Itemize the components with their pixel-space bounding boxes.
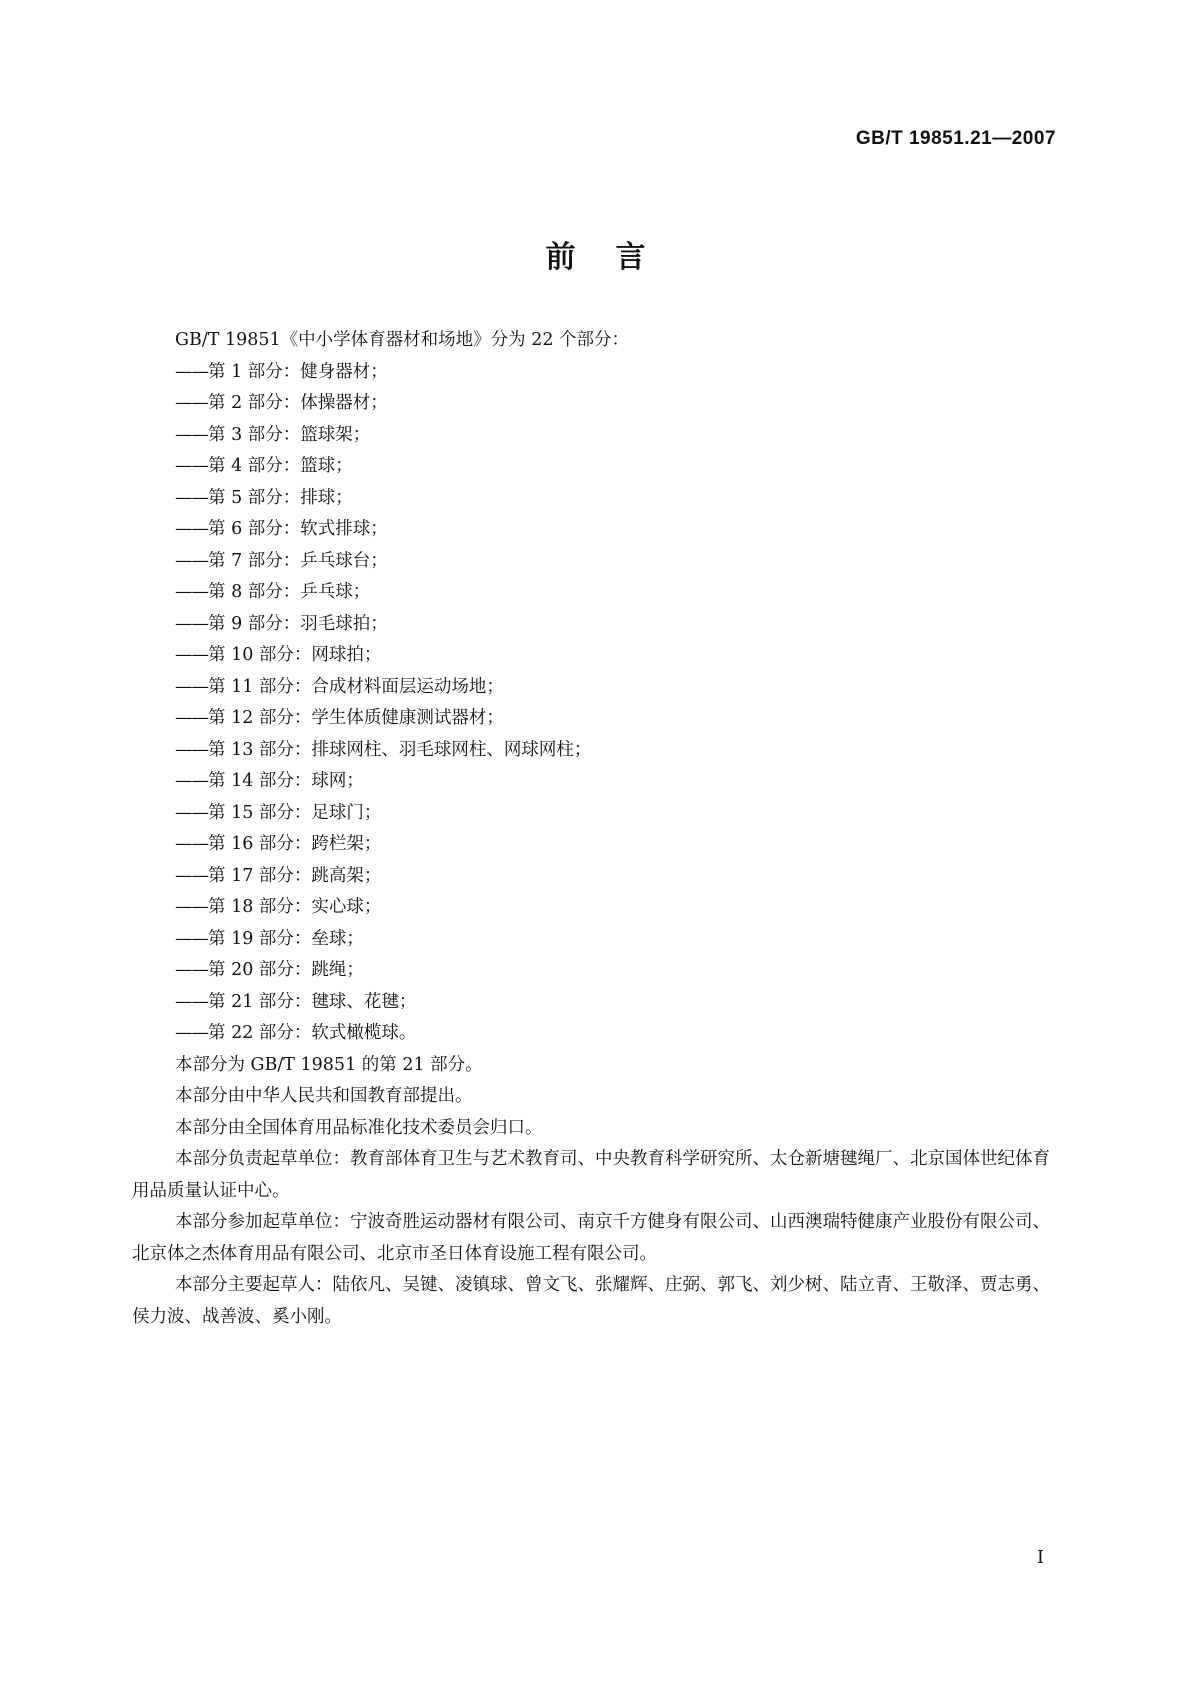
list-item-text: 第 18 部分：实心球；: [208, 897, 382, 917]
list-item-text: 第 9 部分：羽毛球拍；: [208, 613, 388, 634]
list-item-text: 第 10 部分：网球拍；: [208, 645, 382, 665]
list-item: [132, 703, 1062, 735]
list-dash: ——: [175, 550, 208, 571]
list-dash: ——: [175, 1023, 208, 1043]
list-item-text: 第 15 部分：足球门；: [208, 802, 382, 823]
body-paragraph: 本部分为 GB/T 19851 的第 21 部分。: [175, 1054, 483, 1075]
list-dash: ——: [175, 771, 208, 791]
list-dash: ——: [175, 897, 208, 917]
list-item: [132, 861, 1062, 893]
list-dash: ——: [175, 928, 208, 949]
list-item-text: 第 6 部分：软式排球；: [208, 519, 388, 539]
list-item-text: 第 20 部分：跳绳；: [208, 960, 364, 980]
list-item: [132, 766, 1062, 798]
list-item-text: 第 22 部分：软式橄榄球。: [208, 1023, 417, 1043]
list-item: [132, 829, 1062, 861]
body-paragraph: 本部分参加起草单位：宁波奇胜运动器材有限公司、南京千方健身有限公司、山西澳瑞特健康产业股份有限公司、北京体之杰体育用品有限公司、北京市圣日体育设施工程有限公司。: [132, 1212, 1050, 1264]
list-item: [132, 735, 1062, 767]
list-item-text: 第 2 部分：体操器材；: [208, 393, 388, 413]
list-item-text: 第 21 部分：毽球、花毽；: [208, 991, 417, 1012]
list-item-text: 第 17 部分：跳高架；: [208, 865, 382, 886]
list-dash: ——: [175, 393, 208, 413]
list-dash: ——: [175, 865, 208, 886]
list-item: [132, 1018, 1062, 1050]
list-item: [132, 798, 1062, 830]
list-item-text: 第 11 部分：合成材料面层运动场地；: [208, 676, 504, 697]
list-item: [132, 451, 1062, 483]
list-item: [132, 987, 1062, 1019]
list-dash: ——: [175, 582, 208, 602]
intro-paragraph: GB/T 19851《中小学体育器材和场地》分为 22 个部分：: [175, 330, 630, 350]
list-dash: ——: [175, 739, 208, 760]
list-item-text: 第 12 部分：学生体质健康测试器材；: [208, 708, 504, 728]
list-item-text: 第 5 部分：排球；: [208, 487, 353, 508]
list-item: [132, 640, 1062, 672]
list-item: [132, 672, 1062, 704]
list-dash: ——: [175, 519, 208, 539]
list-item: [132, 924, 1062, 956]
standard-code: GB/T 19851.21—2007: [855, 128, 1056, 149]
list-dash: ——: [175, 991, 208, 1012]
list-dash: ——: [175, 676, 208, 697]
list-item-text: 第 14 部分：球网；: [208, 771, 364, 791]
list-item: [132, 609, 1062, 641]
list-dash: ——: [175, 708, 208, 728]
list-item: [132, 577, 1062, 609]
list-item: [132, 388, 1062, 420]
body-paragraph: 本部分主要起草人：陆依凡、吴键、凌镇球、曾文飞、张耀辉、庄弼、郭飞、刘少树、陆立青、王敬泽、贾志勇、侯力波、战善波、奚小刚。: [132, 1275, 1050, 1327]
list-item-text: 第 19 部分：垒球；: [208, 928, 364, 949]
list-item-text: 第 4 部分：篮球；: [208, 456, 353, 476]
foreword-body: [132, 325, 1062, 1333]
body-paragraph: 本部分由全国体育用品标准化技术委员会归口。: [175, 1117, 543, 1138]
list-item-text: 第 7 部分：乒乓球台；: [208, 550, 388, 571]
list-dash: ——: [175, 802, 208, 823]
body-paragraph: 本部分负责起草单位：教育部体育卫生与艺术教育司、中央教育科学研究所、太仓新塘毽绳厂、北京国体世纪体育用品质量认证中心。: [132, 1149, 1050, 1201]
list-item-text: 第 3 部分：篮球架；: [208, 424, 371, 445]
list-dash: ——: [175, 645, 208, 665]
list-dash: ——: [175, 361, 208, 382]
list-item-text: 第 8 部分：乒乓球；: [208, 582, 371, 602]
parts-list: [132, 357, 1062, 1050]
list-item-text: 第 1 部分：健身器材；: [208, 361, 388, 382]
list-item: [132, 420, 1062, 452]
list-dash: ——: [175, 487, 208, 508]
list-item: [132, 514, 1062, 546]
list-item-text: 第 13 部分：排球网柱、羽毛球网柱、网球网柱；: [208, 739, 592, 760]
list-dash: ——: [175, 613, 208, 634]
list-item: [132, 892, 1062, 924]
list-item-text: 第 16 部分：跨栏架；: [208, 834, 382, 854]
list-dash: ——: [175, 424, 208, 445]
body-paragraph: 本部分由中华人民共和国教育部提出。: [175, 1086, 473, 1106]
page-title: 前言: [545, 240, 686, 275]
page-number: I: [1036, 1547, 1044, 1568]
list-dash: ——: [175, 834, 208, 854]
list-item: [132, 483, 1062, 515]
list-item: [132, 357, 1062, 389]
list-item: [132, 955, 1062, 987]
list-item: [132, 546, 1062, 578]
list-dash: ——: [175, 960, 208, 980]
paragraph-list: [132, 1050, 1062, 1334]
list-dash: ——: [175, 456, 208, 476]
